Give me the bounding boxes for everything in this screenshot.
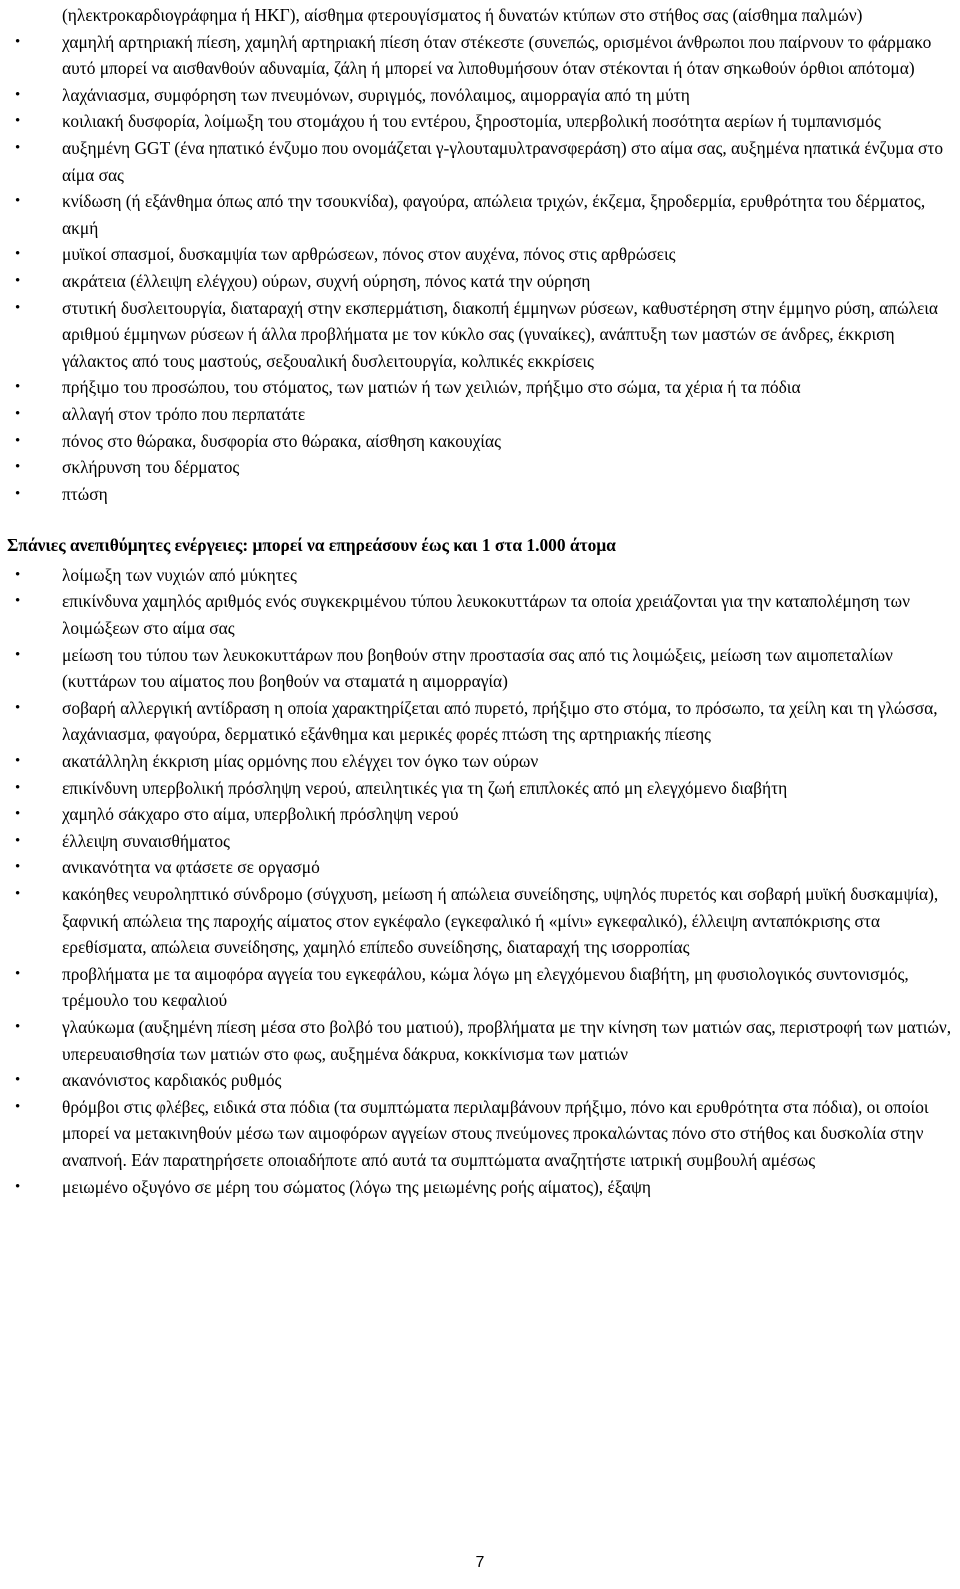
list-item: • ακράτεια (έλλειψη ελέγχου) ούρων, συχνή ούρηση, πόνος κατά την ούρηση: [0, 268, 960, 295]
list-item: • μείωση του τύπου των λευκοκυττάρων που βοηθούν στην προστασία σας από τις λοιμώξεις, μείωση των αιμοπεταλίων (κυττάρων του αίματος που βοηθούν να σταματά η αιμορραγία): [0, 642, 960, 695]
bullet-icon: •: [15, 113, 21, 130]
list-item: • λαχάνιασμα, συμφόρηση των πνευμόνων, συριγμός, πονόλαιμος, αιμορραγία από τη μύτη: [0, 82, 960, 109]
bullet-icon: •: [15, 965, 21, 982]
list-item: • κοιλιακή δυσφορία, λοίμωξη του στομάχου ή του εντέρου, ξηροστομία, υπερβολική ποσότητα αερίων ή τυμπανισμός: [0, 108, 960, 135]
bullet-icon: •: [15, 379, 21, 396]
rare-side-effects-list: [0, 562, 960, 1200]
bullet-icon: •: [15, 859, 21, 876]
bullet-icon: •: [15, 646, 21, 663]
list-item: • αλλαγή στον τρόπο που περπατάτε: [0, 401, 960, 428]
list-item: • μυϊκοί σπασμοί, δυσκαμψία των αρθρώσεων, πόνος στον αυχένα, πόνος στις αρθρώσεις: [0, 241, 960, 268]
list-item: • κακόηθες νευροληπτικό σύνδρομο (σύγχυση, μείωση ή απώλεια συνείδησης, υψηλός πυρετός και σοβαρή μυϊκή δυσκαμψία), ξαφνική απώλεια της παροχής αίματος στον εγκέφαλο (εγκεφαλικό ή «μίνι» εγκεφαλικό), έλλειψη ανταπόκρισης στα ερεθίσματα, απώλεια συνείδησης, χαμηλό επίπεδο συνείδησης, διαταραχή της ισορροπίας: [0, 881, 960, 961]
bullet-icon: •: [15, 1072, 21, 1089]
bullet-icon: •: [15, 86, 21, 103]
bullet-icon: •: [15, 566, 21, 583]
bullet-icon: •: [15, 33, 21, 50]
section-heading: Σπάνιες ανεπιθύμητες ενέργειες: μπορεί να επηρεάσουν έως και 1 στα 1.000 άτομα: [7, 535, 616, 556]
bullet-icon: •: [15, 753, 21, 770]
list-item: • στυτική δυσλειτουργία, διαταραχή στην εκσπερμάτιση, διακοπή έμμηνων ρύσεων, καθυστέρηση στην έμμηνο ρύση, απώλεια αριθμού έμμηνων ρύσεων ή άλλα προβλήματα με τον κύκλο σας (γυναίκες), ανάπτυξη των μαστών σε άνδρες, έκκριση γάλακτος από τους μαστούς, σεξουαλική δυσλειτουργία, κολπικές εκκρίσεις: [0, 295, 960, 375]
bullet-icon: •: [15, 1018, 21, 1035]
list-item: • πόνος στο θώρακα, δυσφορία στο θώρακα, αίσθηση κακουχίας: [0, 428, 960, 455]
list-item: • προβλήματα με τα αιμοφόρα αγγεία του εγκεφάλου, κώμα λόγω μη ελεγχόμενου διαβήτη, μη φυσιολογικός συντονισμός, τρέμουλο του κεφαλιού: [0, 961, 960, 1014]
list-item: • πτώση: [0, 481, 960, 508]
list-item: • λοίμωξη των νυχιών από μύκητες: [0, 562, 960, 589]
bullet-icon: •: [15, 806, 21, 823]
list-item: • γλαύκωμα (αυξημένη πίεση μέσα στο βολβό του ματιού), προβλήματα με την κίνηση των ματιών σας, περιστροφή των ματιών, υπερευαισθησία των ματιών στο φως, αυξημένα δάκρυα, κοκκίνισμα των ματιών: [0, 1014, 960, 1067]
common-side-effects-list: [0, 29, 960, 508]
page-number: 7: [475, 1554, 485, 1571]
bullet-icon: •: [15, 832, 21, 849]
bullet-icon: •: [15, 459, 21, 476]
list-item: • σοβαρή αλλεργική αντίδραση η οποία χαρακτηρίζεται από πυρετό, πρήξιμο στο στόμα, το πρόσωπο, τα χείλη και τη γλώσσα, λαχάνιασμα, φαγούρα, δερματικό εξάνθημα και μερικές φορές πτώση της αρτηριακής πίεσης: [0, 695, 960, 748]
list-item: • επικίνδυνη υπερβολική πρόσληψη νερού, απειλητικές για τη ζωή επιπλοκές από μη ελεγχόμενο διαβήτη: [0, 775, 960, 802]
bullet-icon: •: [15, 246, 21, 263]
list-item: • ακατάλληλη έκκριση μίας ορμόνης που ελέγχει τον όγκο των ούρων: [0, 748, 960, 775]
list-item: • χαμηλό σάκχαρο στο αίμα, υπερβολική πρόσληψη νερού: [0, 801, 960, 828]
list-item: • ανικανότητα να φτάσετε σε οργασμό: [0, 854, 960, 881]
list-item: • επικίνδυνα χαμηλός αριθμός ενός συγκεκριμένου τύπου λευκοκυττάρων τα οποία χρειάζονται για την καταπολέμηση των λοιμώξεων στο αίμα σας: [0, 588, 960, 641]
bullet-icon: •: [15, 1098, 21, 1115]
continuation-paragraph: (ηλεκτροκαρδιογράφημα ή ΗΚΓ), αίσθημα φτερουγίσματος ή δυνατών κτύπων στο στήθος σας (αίσθημα παλμών): [62, 5, 863, 25]
list-item: • μειωμένο οξυγόνο σε μέρη του σώματος (λόγω της μειωμένης ροής αίματος), έξαψη: [0, 1174, 960, 1201]
bullet-icon: •: [15, 886, 21, 902]
bullet-icon: •: [15, 593, 21, 610]
bullet-icon: •: [15, 432, 21, 449]
list-item: • ακανόνιστος καρδιακός ρυθμός: [0, 1067, 960, 1094]
list-item: • κνίδωση (ή εξάνθημα όπως από την τσουκνίδα), φαγούρα, απώλεια τριχών, έκζεμα, ξηροδερμία, ερυθρότητα του δέρματος, ακμή: [0, 188, 960, 241]
list-item: • έλλειψη συναισθήματος: [0, 828, 960, 855]
bullet-icon: •: [15, 405, 21, 422]
bullet-icon: •: [15, 485, 21, 502]
bullet-icon: •: [15, 272, 21, 289]
list-item: • χαμηλή αρτηριακή πίεση, χαμηλή αρτηριακή πίεση όταν στέκεστε (συνεπώς, ορισμένοι άνθρωποι που παίρνουν το φάρμακο αυτό μπορεί να αισθανθούν αδυναμία, ζάλη ή μπορεί να λιποθυμήσουν όταν στέκονται ή όταν σηκωθούν όρθιοι απότομα): [0, 29, 960, 82]
bullet-icon: •: [15, 193, 21, 210]
list-item: • σκλήρυνση του δέρματος: [0, 454, 960, 481]
bullet-icon: •: [15, 699, 21, 716]
bullet-icon: •: [15, 299, 21, 316]
bullet-icon: •: [15, 779, 21, 796]
bullet-icon: •: [15, 1178, 21, 1195]
bullet-icon: •: [15, 139, 21, 156]
list-item: • πρήξιμο του προσώπου, του στόματος, των ματιών ή των χειλιών, πρήξιμο στο σώμα, τα χέρια ή τα πόδια: [0, 374, 960, 401]
list-item: • θρόμβοι στις φλέβες, ειδικά στα πόδια (τα συμπτώματα περιλαμβάνουν πρήξιμο, πόνο και ερυθρότητα στα πόδια), οι οποίοι μπορεί να μετακινηθούν μέσω των αιμοφόρων αγγείων στους πνεύμονες προκαλώντας πόνο στο στήθος και δυσκολία στην αναπνοή. Εάν παρατηρήσετε οποιαδήποτε από αυτά τα συμπτώματα αναζητήστε ιατρική συμβουλή αμέσως: [0, 1094, 960, 1174]
list-item: • αυξημένη GGT (ένα ηπατικό ένζυμο που ονομάζεται γ-γλουταμυλτρανσφεράση) στο αίμα σας, αυξημένα ηπατικά ένζυμα στο αίμα σας: [0, 135, 960, 188]
